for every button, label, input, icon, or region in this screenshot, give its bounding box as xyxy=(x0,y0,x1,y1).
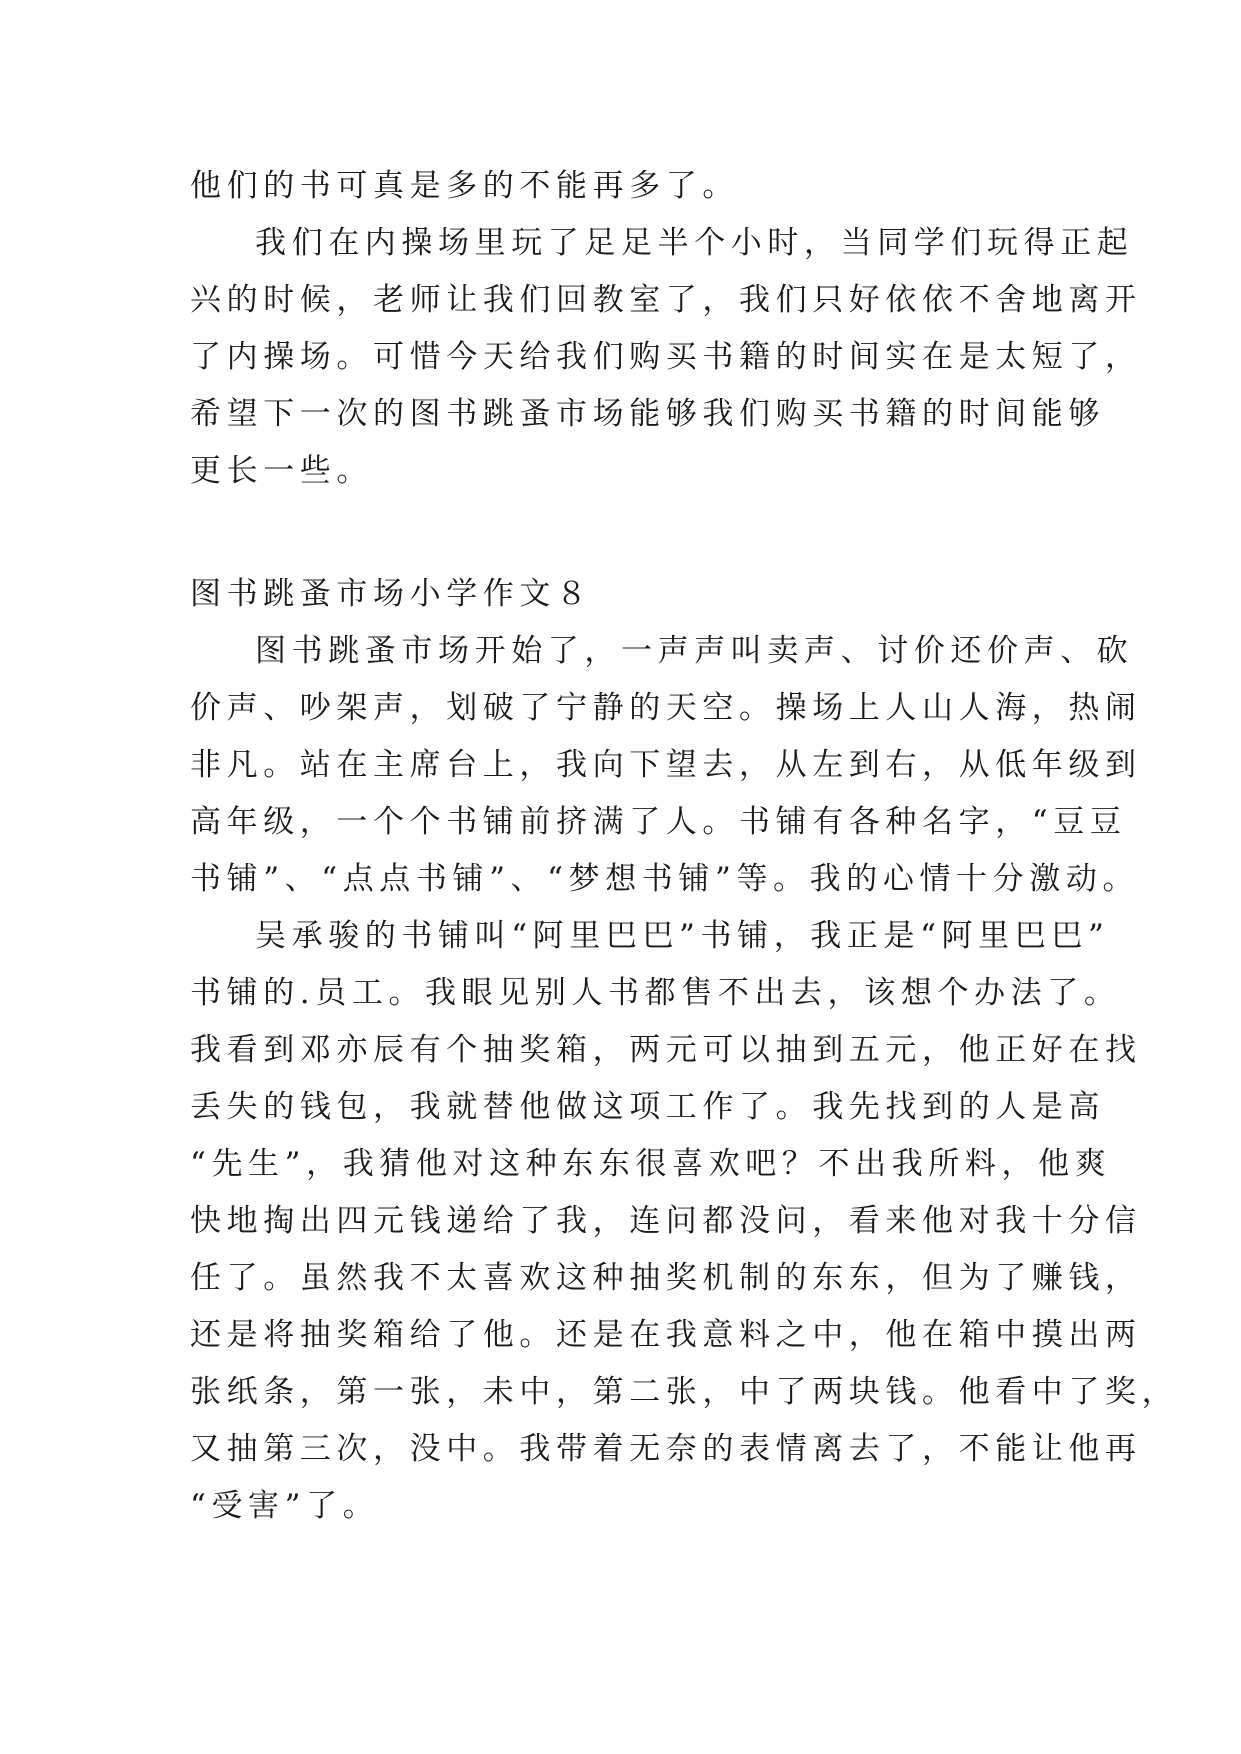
text-line: 图书跳蚤市场开始了，一声声叫卖声、讨价还价声、砍 xyxy=(255,633,1134,669)
text-line: 丢失的钱包，我就替他做这项工作了。我先找到的人是高 xyxy=(190,1089,1105,1125)
text-line: 价声、吵架声，划破了宁静的天空。操场上人山人海，热闹 xyxy=(190,690,1142,726)
text-line: 快地掏出四元钱递给了我，连问都没问，看来他对我十分信 xyxy=(190,1203,1142,1239)
text-line: 更长一些。 xyxy=(190,453,373,489)
text-line: 张纸条，第一张，未中，第二张，中了两块钱。他看中了奖， xyxy=(190,1374,1179,1410)
text-line: 非凡。站在主席台上，我向下望去，从左到右，从低年级到 xyxy=(190,747,1142,783)
text-line: 还是将抽奖箱给了他。还是在我意料之中，他在箱中摸出两 xyxy=(190,1317,1142,1353)
text-line: “先生”，我猜他对这种东东很喜欢吧？不出我所料，他爽 xyxy=(190,1146,1112,1182)
text-line: 我看到邓亦辰有个抽奖箱，两元可以抽到五元，他正好在找 xyxy=(190,1032,1142,1068)
section-title: 图书跳蚤市场小学作文８ xyxy=(190,576,593,612)
text-line: 了内操场。可惜今天给我们购买书籍的时间实在是太短了， xyxy=(190,339,1142,375)
text-line: 他们的书可真是多的不能再多了。 xyxy=(190,168,739,204)
text-line: 书铺”、“点点书铺”、“梦想书铺”等。我的心情十分激动。 xyxy=(190,861,1140,897)
text-line: 高年级，一个个书铺前挤满了人。书铺有各种名字，“豆豆 xyxy=(190,804,1127,840)
text-line: “受害”了。 xyxy=(190,1488,380,1524)
text-line: 吴承骏的书铺叫“阿里巴巴”书铺，我正是“阿里巴巴” xyxy=(255,918,1110,954)
text-line: 又抽第三次，没中。我带着无奈的表情离去了，不能让他再 xyxy=(190,1431,1142,1467)
text-line: 兴的时候，老师让我们回教室了，我们只好依依不舍地离开 xyxy=(190,282,1142,318)
text-line: 任了。虽然我不太喜欢这种抽奖机制的东东，但为了赚钱， xyxy=(190,1260,1142,1296)
text-line: 希望下一次的图书跳蚤市场能够我们购买书籍的时间能够 xyxy=(190,396,1105,432)
text-line: 我们在内操场里玩了足足半个小时，当同学们玩得正起 xyxy=(255,225,1134,261)
text-line: 书铺的.员工。我眼见别人书都售不出去，该想个办法了。 xyxy=(190,975,1121,1011)
